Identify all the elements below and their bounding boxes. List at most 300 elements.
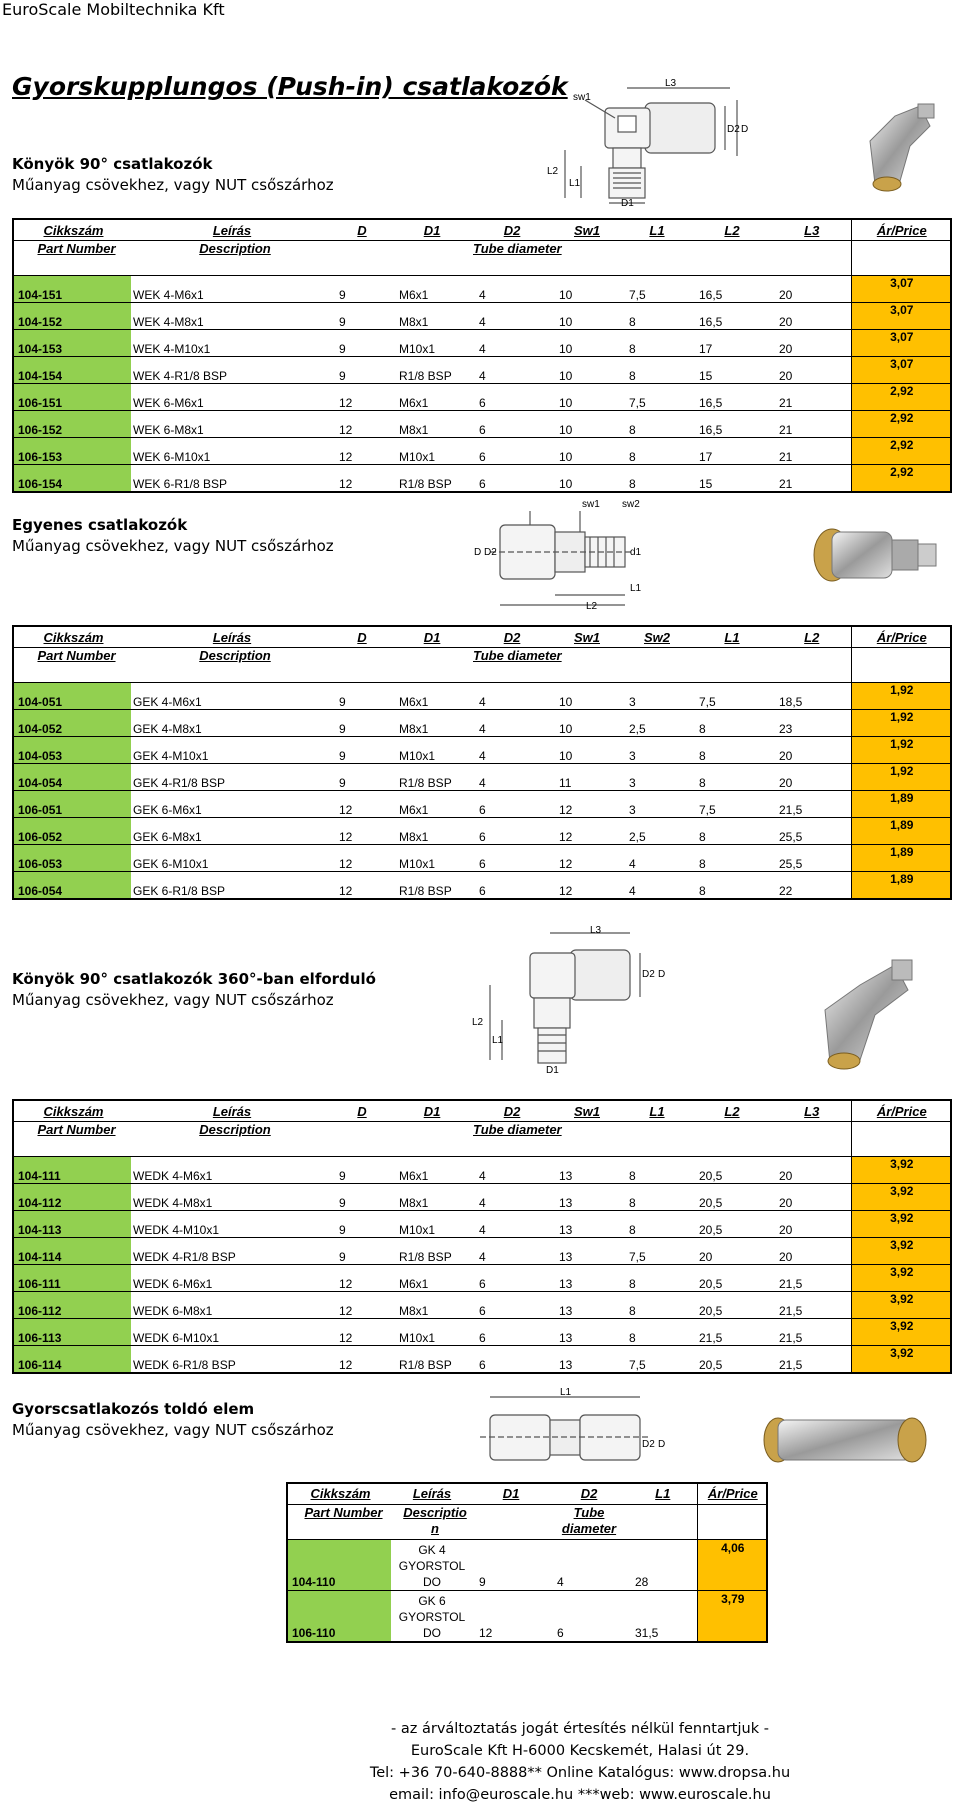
column-header: L3 [771, 219, 851, 241]
table-cell: M10x1 [391, 845, 471, 872]
column-subheader [391, 241, 471, 276]
table-cell: 21,5 [771, 1346, 851, 1374]
table-cell: 6 [471, 384, 551, 411]
table-cell: 12 [331, 1346, 391, 1374]
table-cell: 8 [621, 1292, 691, 1319]
table-cell: 2,5 [621, 818, 691, 845]
table-cell: 21 [771, 465, 851, 493]
table-cell: 12 [331, 438, 391, 465]
table-row [13, 1265, 951, 1292]
price-cell: 3,07 [851, 276, 951, 303]
table-cell: 12 [331, 845, 391, 872]
column-header: Cikkszám [13, 219, 131, 241]
table-cell: WEK 4-M10x1 [131, 330, 331, 357]
elbow-fitting-photo [840, 96, 940, 196]
table-cell: R1/8 BSP [391, 1238, 471, 1265]
table-cell: 4 [471, 1211, 551, 1238]
diagram-label-d: D [658, 969, 666, 980]
table-cell: GEK 4-R1/8 BSP [131, 764, 331, 791]
column-header: Sw1 [551, 626, 621, 648]
part-number-cell: 106-114 [13, 1346, 131, 1374]
table-cell: 15 [691, 465, 771, 493]
table-cell: 4 [471, 1157, 551, 1184]
table-cell: R1/8 BSP [391, 872, 471, 900]
part-number-cell: 106-110 [287, 1591, 391, 1643]
section-subtitle-elbow: Műanyag csövekhez, vagy NUT csőszárhoz [12, 176, 334, 194]
column-header: D [331, 626, 391, 648]
column-header: L1 [627, 1483, 697, 1505]
column-header: Ár/Price [851, 1100, 951, 1122]
table-cell: 20 [771, 764, 851, 791]
table-cell: 8 [621, 465, 691, 493]
column-header: Leírás [131, 219, 331, 241]
column-subheader [621, 1122, 691, 1157]
table-cell: 9 [331, 1211, 391, 1238]
table-cell: 4 [471, 357, 551, 384]
table-row [13, 384, 951, 411]
column-subheader [391, 1122, 471, 1157]
price-cell: 3,92 [851, 1157, 951, 1184]
table-cell: 4 [471, 1238, 551, 1265]
table-cell: M10x1 [391, 737, 471, 764]
column-subheader: Description [131, 1122, 331, 1157]
column-header: L1 [691, 626, 771, 648]
table-cell: GEK 6-M10x1 [131, 845, 331, 872]
part-number-cell: 104-154 [13, 357, 131, 384]
diagram-label-sw2: sw2 [622, 499, 640, 510]
column-subheader [691, 1122, 771, 1157]
price-cell: 3,79 [697, 1591, 767, 1643]
price-cell: 3,92 [851, 1211, 951, 1238]
connector-table [286, 1482, 768, 1643]
elbow-table [12, 218, 952, 493]
price-cell: 3,92 [851, 1292, 951, 1319]
column-subheader: Description [131, 241, 331, 276]
table-cell: M6x1 [391, 384, 471, 411]
table-row [13, 276, 951, 303]
table-cell: 10 [551, 303, 621, 330]
table-cell: 4 [471, 303, 551, 330]
table-cell: M8x1 [391, 1292, 471, 1319]
part-number-cell: 104-153 [13, 330, 131, 357]
part-number-cell: 106-053 [13, 845, 131, 872]
table-row [13, 438, 951, 465]
table-row [287, 1540, 767, 1591]
table-row [13, 1184, 951, 1211]
table-cell: R1/8 BSP [391, 764, 471, 791]
table-cell: 8 [691, 872, 771, 900]
part-number-cell: 106-113 [13, 1319, 131, 1346]
table-cell: 20,5 [691, 1211, 771, 1238]
table-cell: 12 [331, 1292, 391, 1319]
table-cell: 6 [471, 1265, 551, 1292]
section-subtitle-straight: Műanyag csövekhez, vagy NUT csőszárhoz [12, 537, 334, 555]
table-row [13, 818, 951, 845]
table-cell: 13 [551, 1211, 621, 1238]
table-cell: 15 [691, 357, 771, 384]
table-cell: 28 [627, 1540, 697, 1591]
table-cell: 16,5 [691, 384, 771, 411]
column-header: D [331, 1100, 391, 1122]
part-number-cell: 104-110 [287, 1540, 391, 1591]
column-subheader [697, 1505, 767, 1540]
column-header: D2 [471, 219, 551, 241]
table-cell: 6 [471, 465, 551, 493]
table-cell: 12 [551, 818, 621, 845]
table-cell: 16,5 [691, 411, 771, 438]
table-cell: 12 [331, 384, 391, 411]
table-cell: 4 [471, 1184, 551, 1211]
table-cell: WEK 6-M8x1 [131, 411, 331, 438]
column-header: Leírás [131, 1100, 331, 1122]
column-header: D2 [549, 1483, 627, 1505]
page-title: Gyorskupplungos (Push-in) csatlakozók [12, 72, 568, 101]
price-cell: 1,92 [851, 683, 951, 710]
swivel-fitting-photo [800, 955, 920, 1075]
table-row [13, 791, 951, 818]
column-header: Ár/Price [851, 626, 951, 648]
column-header: L2 [691, 1100, 771, 1122]
column-subheader [851, 1122, 951, 1157]
table-cell: 6 [471, 1346, 551, 1374]
column-header: L2 [691, 219, 771, 241]
table-cell: 21 [771, 411, 851, 438]
table-cell: 4 [471, 710, 551, 737]
table-cell: 4 [471, 764, 551, 791]
table-cell: 9 [331, 1157, 391, 1184]
table-cell: 6 [471, 438, 551, 465]
table-cell: WEDK 6-M10x1 [131, 1319, 331, 1346]
price-cell: 2,92 [851, 465, 951, 493]
table-cell: 13 [551, 1238, 621, 1265]
table-row [13, 737, 951, 764]
column-subheader [771, 1122, 851, 1157]
column-subheader [851, 648, 951, 683]
part-number-cell: 104-054 [13, 764, 131, 791]
table-cell: 10 [551, 465, 621, 493]
table-cell: 12 [331, 1319, 391, 1346]
table-cell: 22 [771, 872, 851, 900]
table-cell: 20 [691, 1238, 771, 1265]
price-cell: 3,92 [851, 1238, 951, 1265]
table-cell: 20 [771, 1238, 851, 1265]
column-header: Cikkszám [13, 626, 131, 648]
table-cell: 9 [331, 764, 391, 791]
table-row [13, 1238, 951, 1265]
price-cell: 3,92 [851, 1265, 951, 1292]
table-cell: 3 [621, 791, 691, 818]
table-cell: 10 [551, 330, 621, 357]
column-subheader: Tube diameter [471, 648, 551, 683]
table-cell: 3 [621, 764, 691, 791]
price-cell: 3,07 [851, 330, 951, 357]
part-number-cell: 104-111 [13, 1157, 131, 1184]
table-cell: M8x1 [391, 818, 471, 845]
table-cell: 4 [471, 330, 551, 357]
table-row [13, 1157, 951, 1184]
table-cell: 10 [551, 411, 621, 438]
diagram-label-d2: D2 [642, 969, 655, 980]
table-cell: 25,5 [771, 818, 851, 845]
table-cell: WEK 6-R1/8 BSP [131, 465, 331, 493]
column-subheader [691, 241, 771, 276]
table-row [13, 845, 951, 872]
table-cell: 12 [331, 411, 391, 438]
table-cell: M10x1 [391, 1211, 471, 1238]
table-cell: GEK 4-M6x1 [131, 683, 331, 710]
table-cell: 2,5 [621, 710, 691, 737]
part-number-cell: 106-152 [13, 411, 131, 438]
straight-table [12, 625, 952, 900]
table-cell: 10 [551, 357, 621, 384]
table-row [13, 1292, 951, 1319]
table-row [13, 465, 951, 493]
table-cell: GEK 4-M8x1 [131, 710, 331, 737]
column-header: L3 [771, 1100, 851, 1122]
section-subtitle-connector: Műanyag csövekhez, vagy NUT csőszárhoz [12, 1421, 334, 1439]
part-number-cell: 106-051 [13, 791, 131, 818]
table-cell: WEK 4-M8x1 [131, 303, 331, 330]
diagram-label-l2: L2 [547, 166, 559, 177]
table-row [13, 1346, 951, 1374]
part-number-cell: 106-054 [13, 872, 131, 900]
section-title-swivel: Könyök 90° csatlakozók 360°-ban elforduló [12, 970, 376, 988]
table-cell: 10 [551, 683, 621, 710]
price-cell: 1,89 [851, 845, 951, 872]
company-name: EuroScale Mobiltechnika Kft [2, 0, 225, 19]
part-number-cell: 106-151 [13, 384, 131, 411]
table-cell: 12 [471, 1591, 549, 1643]
table-cell: 20,5 [691, 1265, 771, 1292]
part-number-cell: 104-151 [13, 276, 131, 303]
straight-dimension-diagram [470, 497, 670, 612]
connector-fitting-photo [760, 1410, 930, 1470]
table-cell: 12 [331, 791, 391, 818]
table-cell: 10 [551, 276, 621, 303]
column-header: Cikkszám [287, 1483, 391, 1505]
table-cell: 8 [691, 845, 771, 872]
table-cell: 17 [691, 438, 771, 465]
part-number-cell: 104-051 [13, 683, 131, 710]
table-cell: 8 [691, 764, 771, 791]
table-cell: 9 [331, 710, 391, 737]
table-cell: 8 [621, 1265, 691, 1292]
table-cell: R1/8 BSP [391, 465, 471, 493]
footer-phone: Tel: +36 70-640-8888** Online Katalógus: www.dropsa.hu [369, 1765, 791, 1781]
table-cell: 20 [771, 737, 851, 764]
table-cell: 9 [331, 683, 391, 710]
table-cell: WEK 6-M6x1 [131, 384, 331, 411]
table-cell: 9 [471, 1540, 549, 1591]
column-subheader [391, 648, 471, 683]
straight-fitting-photo [810, 520, 940, 590]
diagram-label-d2: D2 [642, 1439, 655, 1450]
column-header: D [331, 219, 391, 241]
table-cell: 4 [621, 845, 691, 872]
table-cell: 6 [471, 1319, 551, 1346]
table-row [13, 710, 951, 737]
table-cell: 8 [621, 1319, 691, 1346]
table-cell: 13 [551, 1184, 621, 1211]
price-cell: 2,92 [851, 411, 951, 438]
table-cell: 20,5 [691, 1346, 771, 1374]
table-cell: 18,5 [771, 683, 851, 710]
table-cell: 23 [771, 710, 851, 737]
table-cell: 7,5 [621, 1238, 691, 1265]
elbow-dimension-diagram [545, 78, 760, 208]
table-cell: 12 [331, 465, 391, 493]
table-cell: 9 [331, 357, 391, 384]
section-subtitle-swivel: Műanyag csövekhez, vagy NUT csőszárhoz [12, 991, 334, 1009]
table-cell: 20 [771, 303, 851, 330]
table-cell: M8x1 [391, 303, 471, 330]
table-cell: 8 [691, 737, 771, 764]
table-cell: 6 [549, 1591, 627, 1643]
table-cell: 10 [551, 384, 621, 411]
column-subheader [771, 648, 851, 683]
column-header: D1 [391, 219, 471, 241]
table-cell: WEDK 6-M6x1 [131, 1265, 331, 1292]
table-row [287, 1591, 767, 1643]
table-cell: 8 [621, 1184, 691, 1211]
table-cell: M8x1 [391, 411, 471, 438]
table-cell: GK 4 GYORSTOL DO [391, 1540, 471, 1591]
table-cell: 20 [771, 357, 851, 384]
table-cell: 7,5 [621, 384, 691, 411]
column-subheader [621, 648, 691, 683]
table-cell: WEDK 4-R1/8 BSP [131, 1238, 331, 1265]
section-title-connector: Gyorscsatlakozós toldó elem [12, 1400, 255, 1418]
table-cell: WEDK 4-M6x1 [131, 1157, 331, 1184]
table-cell: 6 [471, 845, 551, 872]
table-cell: 12 [331, 1265, 391, 1292]
table-cell: WEK 4-M6x1 [131, 276, 331, 303]
price-cell: 1,89 [851, 791, 951, 818]
diagram-label-d: D [741, 124, 749, 135]
section-title-elbow: Könyök 90° csatlakozók [12, 155, 213, 173]
table-cell: 9 [331, 737, 391, 764]
table-cell: 6 [471, 872, 551, 900]
table-cell: M10x1 [391, 1319, 471, 1346]
column-subheader: Descriptio n [391, 1505, 471, 1540]
column-header: D1 [471, 1483, 549, 1505]
table-cell: GEK 6-M8x1 [131, 818, 331, 845]
diagram-label-sw1: sw1 [582, 499, 600, 510]
column-header: Sw1 [551, 219, 621, 241]
footer-contact: email: info@euroscale.hu ***web: www.euroscale.hu [389, 1787, 771, 1803]
column-subheader [621, 241, 691, 276]
footer [0, 1718, 960, 1806]
table-cell: 20 [771, 1157, 851, 1184]
column-subheader [331, 648, 391, 683]
column-subheader: Part Number [13, 241, 131, 276]
table-cell: 8 [691, 710, 771, 737]
table-cell: 17 [691, 330, 771, 357]
diagram-label-sw1: sw1 [573, 92, 591, 103]
price-cell: 2,92 [851, 384, 951, 411]
table-cell: M10x1 [391, 438, 471, 465]
table-cell: WEK 4-R1/8 BSP [131, 357, 331, 384]
table-cell: 9 [331, 330, 391, 357]
column-header: Sw1 [551, 1100, 621, 1122]
column-header: D2 [471, 626, 551, 648]
table-cell: 13 [551, 1265, 621, 1292]
footer-disclaimer: - az árváltoztatás jogát értesítés nélkül fenntartjuk - [391, 1721, 769, 1737]
part-number-cell: 104-053 [13, 737, 131, 764]
table-cell: WEDK 4-M10x1 [131, 1211, 331, 1238]
table-cell: 3 [621, 737, 691, 764]
table-row [13, 872, 951, 900]
table-cell: 20 [771, 1211, 851, 1238]
table-row [13, 1319, 951, 1346]
diagram-label-l1: L1 [560, 1387, 572, 1398]
table-cell: 7,5 [691, 791, 771, 818]
table-cell: 25,5 [771, 845, 851, 872]
price-cell: 2,92 [851, 438, 951, 465]
table-cell: 4 [621, 872, 691, 900]
table-cell: WEDK 6-M8x1 [131, 1292, 331, 1319]
column-subheader: Part Number [13, 648, 131, 683]
table-cell: 7,5 [621, 276, 691, 303]
table-cell: 20 [771, 330, 851, 357]
column-header: Ár/Price [851, 219, 951, 241]
column-subheader: Tube diameter [549, 1505, 627, 1540]
column-header: L2 [771, 626, 851, 648]
table-cell: 6 [471, 791, 551, 818]
table-cell: 13 [551, 1292, 621, 1319]
column-subheader [691, 648, 771, 683]
price-cell: 1,92 [851, 764, 951, 791]
table-cell: 9 [331, 303, 391, 330]
diagram-label-l1: L1 [630, 583, 642, 594]
table-cell: 8 [621, 438, 691, 465]
table-cell: M6x1 [391, 1265, 471, 1292]
diagram-label-d: D [658, 1439, 666, 1450]
table-cell: 8 [621, 411, 691, 438]
table-cell: 20 [771, 276, 851, 303]
table-cell: 8 [621, 330, 691, 357]
column-header: L1 [621, 219, 691, 241]
table-cell: 4 [471, 683, 551, 710]
part-number-cell: 104-112 [13, 1184, 131, 1211]
column-header: D1 [391, 1100, 471, 1122]
column-subheader [627, 1505, 697, 1540]
column-subheader [771, 241, 851, 276]
table-cell: 13 [551, 1346, 621, 1374]
table-cell: 4 [471, 737, 551, 764]
diagram-label-l2: L2 [586, 601, 598, 612]
diagram-label-d1: d1 [630, 547, 642, 558]
table-cell: M8x1 [391, 710, 471, 737]
column-header: Leírás [131, 626, 331, 648]
table-cell: 20 [771, 1184, 851, 1211]
column-subheader: Part Number [13, 1122, 131, 1157]
diagram-label-d1: D1 [546, 1065, 559, 1075]
column-header: D2 [471, 1100, 551, 1122]
column-header: L1 [621, 1100, 691, 1122]
column-subheader [471, 1505, 549, 1540]
table-cell: GEK 6-M6x1 [131, 791, 331, 818]
table-cell: 31,5 [627, 1591, 697, 1643]
column-header: Cikkszám [13, 1100, 131, 1122]
table-cell: 10 [551, 438, 621, 465]
table-cell: 9 [331, 276, 391, 303]
price-cell: 3,92 [851, 1346, 951, 1374]
part-number-cell: 104-114 [13, 1238, 131, 1265]
table-cell: 20,5 [691, 1157, 771, 1184]
part-number-cell: 106-153 [13, 438, 131, 465]
table-cell: 21 [771, 438, 851, 465]
